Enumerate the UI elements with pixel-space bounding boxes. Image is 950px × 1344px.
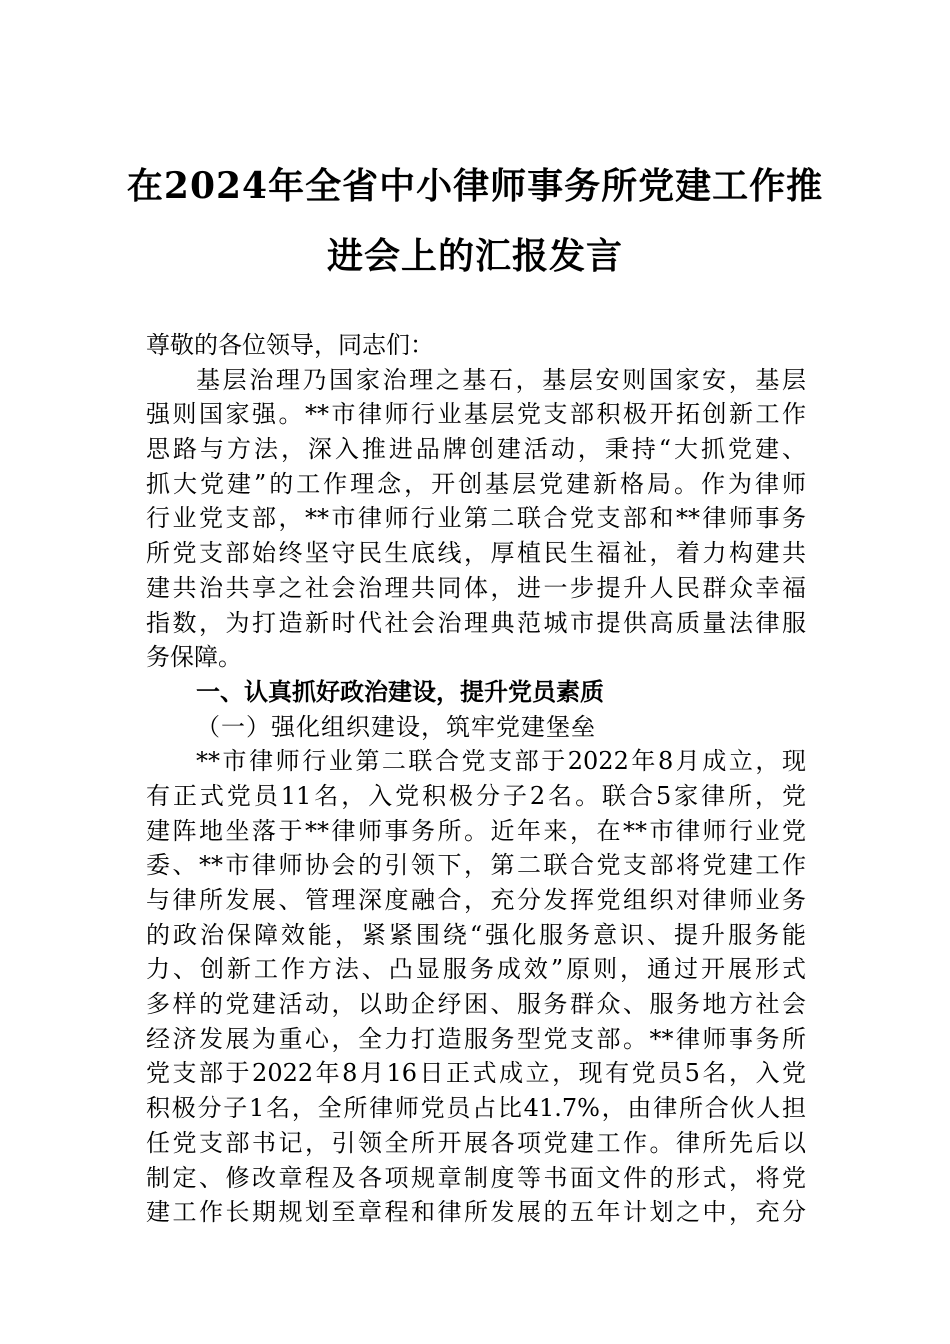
- paragraph-line: 多样的党建活动，以助企纾困、服务群众、服务地方社会: [146, 990, 806, 1019]
- paragraph-line: 积极分子1名，全所律师党员占比41.7%，由律所合伙人担: [146, 1094, 806, 1123]
- document-title-line-1: 在2024年全省中小律师事务所党建工作推: [126, 165, 824, 207]
- paragraph-line: 建共治共享之社会治理共同体，进一步提升人民群众幸福: [146, 573, 806, 602]
- paragraph-line: 基层治理乃国家治理之基石，基层安则国家安，基层: [196, 365, 806, 394]
- paragraph-line: 的政治保障效能，紧紧围绕“强化服务意识、提升服务能: [146, 920, 806, 949]
- paragraph-line: 指数，为打造新时代社会治理典范城市提供高质量法律服: [146, 608, 806, 637]
- paragraph-line: 抓大党建”的工作理念，开创基层党建新格局。作为律师: [146, 469, 806, 498]
- subsection-heading: （一）强化组织建设，筑牢党建堡垒: [196, 712, 596, 741]
- paragraph-line: 建工作长期规划至章程和律所发展的五年计划之中，充分: [146, 1198, 806, 1227]
- paragraph-line: 所党支部始终坚守民生底线，厚植民生福祉，着力构建共: [146, 539, 806, 568]
- paragraph-line: 党支部于2022年8月16日正式成立，现有党员5名，入党: [146, 1059, 806, 1088]
- paragraph-line: 有正式党员11名，入党积极分子2名。联合5家律所，党: [146, 781, 806, 810]
- paragraph-line: 强则国家强。**市律师行业基层党支部积极开拓创新工作: [146, 400, 806, 429]
- paragraph-line: 任党支部书记，引领全所开展各项党建工作。律所先后以: [146, 1128, 806, 1157]
- document-body: [146, 328, 806, 1230]
- paragraph-line: 制定、修改章程及各项规章制度等书面文件的形式，将党: [146, 1163, 806, 1192]
- section-heading: 一、认真抓好政治建设，提升党员素质: [196, 677, 604, 706]
- paragraph-line: 务保障。: [146, 643, 242, 672]
- paragraph-line: 力、创新工作方法、凸显服务成效”原则，通过开展形式: [146, 955, 806, 984]
- paragraph-line: 委、**市律师协会的引领下，第二联合党支部将党建工作: [146, 851, 806, 880]
- paragraph-line: 行业党支部，**市律师行业第二联合党支部和**律师事务: [146, 504, 806, 533]
- paragraph-line: 经济发展为重心，全力打造服务型党支部。**律师事务所: [146, 1024, 806, 1053]
- salutation: 尊敬的各位领导，同志们：: [146, 331, 434, 359]
- paragraph-line: 思路与方法，深入推进品牌创建活动，秉持“大抓党建、: [146, 435, 806, 464]
- document-title-line-2: 进会上的汇报发言: [326, 235, 623, 277]
- paragraph-line: 建阵地坐落于**律师事务所。近年来，在**市律师行业党: [146, 816, 806, 845]
- paragraph-line: 与律所发展、管理深度融合，充分发挥党组织对律师业务: [146, 886, 806, 914]
- paragraph-line: **市律师行业第二联合党支部于2022年8月成立，现: [196, 747, 806, 776]
